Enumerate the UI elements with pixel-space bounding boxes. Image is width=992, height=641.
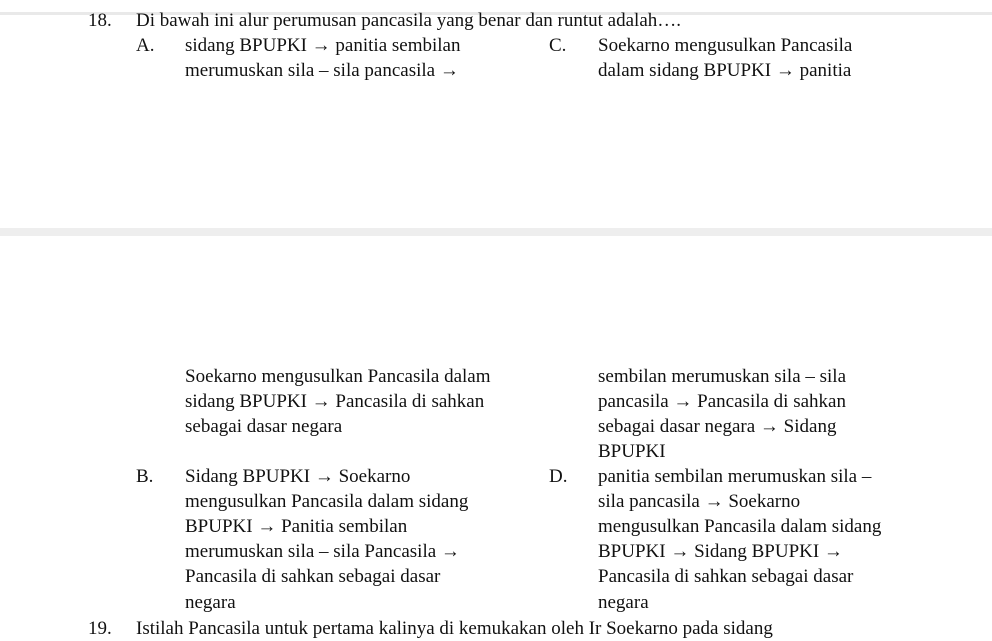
option-c-line: sebagai dasar negara → Sidang xyxy=(598,416,837,437)
option-c-line: Soekarno mengusulkan Pancasila xyxy=(598,35,853,56)
option-b-letter: B. xyxy=(136,466,154,487)
option-a-line: sidang BPUPKI → Pancasila di sahkan xyxy=(185,391,485,412)
option-c-line: dalam sidang BPUPKI → panitia xyxy=(598,60,852,81)
option-b-line: Sidang BPUPKI → Soekarno xyxy=(185,466,411,487)
option-d-line: sila pancasila → Soekarno xyxy=(598,491,801,512)
option-d-line: BPUPKI → Sidang BPUPKI → xyxy=(598,541,843,562)
option-b-line: Pancasila di sahkan sebagai dasar xyxy=(185,566,441,587)
option-d-line: panitia sembilan merumuskan sila – xyxy=(598,466,872,487)
question-number: 18. xyxy=(88,10,112,31)
option-b-line: BPUPKI → Panitia sembilan xyxy=(185,516,408,537)
next-question-cutoff xyxy=(0,612,992,639)
option-b-line: negara xyxy=(185,592,236,613)
option-c-line: pancasila → Pancasila di sahkan xyxy=(598,391,846,412)
option-a-line: sebagai dasar negara xyxy=(185,416,343,437)
option-a-line: sidang BPUPKI → panitia sembilan xyxy=(185,35,461,56)
question-text: Di bawah ini alur perumusan pancasila yang benar dan runtut adalah…. xyxy=(136,10,682,31)
option-c-line: sembilan merumuskan sila – sila xyxy=(598,366,847,387)
next-question-text: Istilah Pancasila untuk pertama kalinya di kemukakan oleh Ir Soekarno pada sidang xyxy=(136,618,773,639)
option-a-letter: A. xyxy=(136,35,155,56)
option-d-line: Pancasila di sahkan sebagai dasar xyxy=(598,566,854,587)
next-question-number: 19. xyxy=(88,618,112,639)
option-d-line: negara xyxy=(598,592,649,613)
option-a-line: Soekarno mengusulkan Pancasila dalam xyxy=(185,366,491,387)
option-a-line: merumuskan sila – sila pancasila → xyxy=(185,60,459,81)
option-c-letter: C. xyxy=(549,35,567,56)
page-break xyxy=(0,228,992,236)
option-b-line: merumuskan sila – sila Pancasila → xyxy=(185,541,460,562)
option-d-line: mengusulkan Pancasila dalam sidang xyxy=(598,516,882,537)
option-c-line: BPUPKI xyxy=(598,441,666,462)
option-d-letter: D. xyxy=(549,466,568,487)
option-b-line: mengusulkan Pancasila dalam sidang xyxy=(185,491,469,512)
